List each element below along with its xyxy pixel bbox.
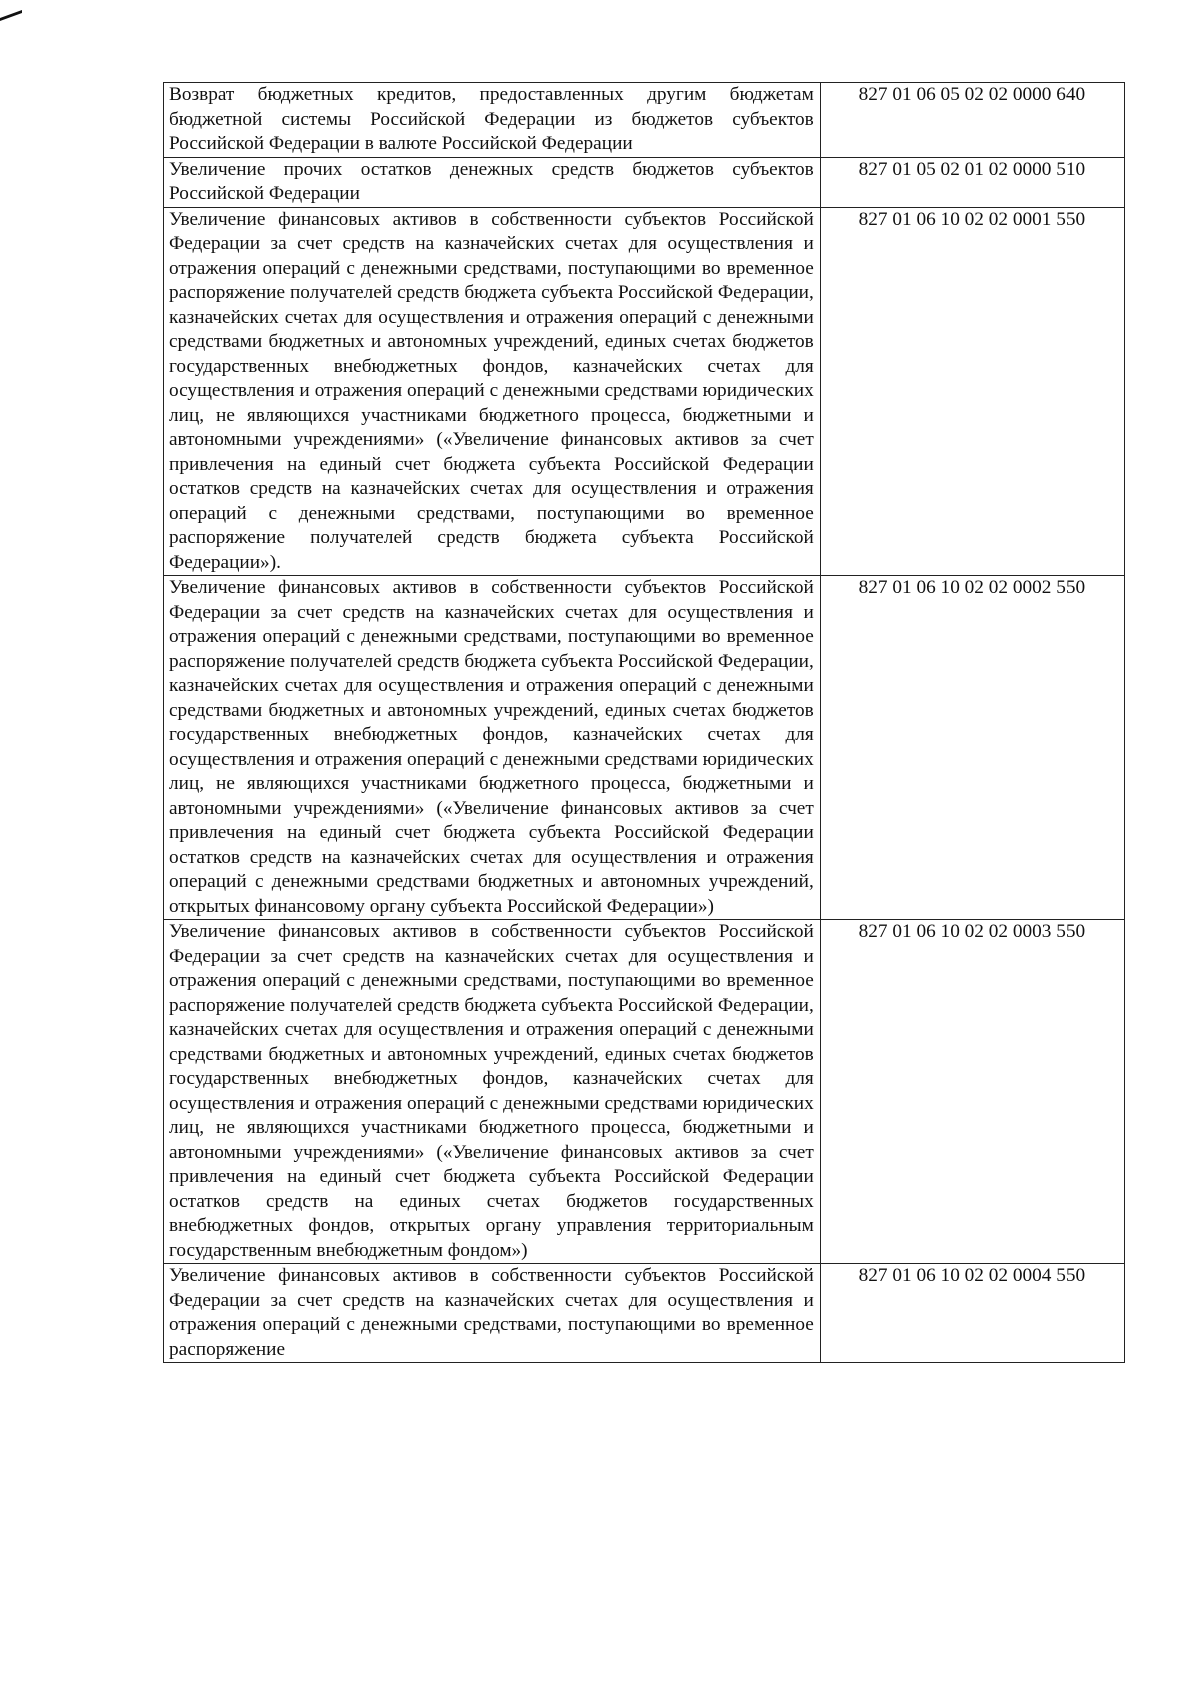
row-code: 827 01 05 02 01 02 0000 510 bbox=[820, 157, 1124, 207]
row-code: 827 01 06 05 02 02 0000 640 bbox=[820, 83, 1124, 158]
table-row bbox=[164, 157, 1125, 207]
row-description: Увеличение финансовых активов в собственности субъектов Российской Федерации за счет средств на казначейских счетах для осуществления и отражения операций с денежными средствами, поступающими во временное распоряжение получателей средств бюджета субъекта Российской Федерации, казначейских счетах для осуществления и отражения операций с денежными средствами бюджетных и автономных учреждений, единых счетах бюджетов государственных внебюджетных фондов, казначейских счетах для осуществления и отражения операций с денежными средствами юридических лиц, не являющихся участниками бюджетного процесса, бюджетными и автономными учреждениями» («Увеличение финансовых активов за счет привлечения на единый счет бюджета субъекта Российской Федерации остатков средств на казначейских счетах для осуществления и отражения операций с денежными средствами, поступающими во временное распоряжение получателей средств бюджета субъекта Российской Федерации»). bbox=[164, 207, 821, 576]
budget-code-table bbox=[163, 82, 1125, 1363]
row-code: 827 01 06 10 02 02 0003 550 bbox=[820, 920, 1124, 1264]
row-description: Увеличение финансовых активов в собственности субъектов Российской Федерации за счет средств на казначейских счетах для осуществления и отражения операций с денежными средствами, поступающими во временное распоряжение получателей средств бюджета субъекта Российской Федерации, казначейских счетах для осуществления и отражения операций с денежными средствами бюджетных и автономных учреждений, единых счетах бюджетов государственных внебюджетных фондов, казначейских счетах для осуществления и отражения операций с денежными средствами юридических лиц, не являющихся участниками бюджетного процесса, бюджетными и автономными учреждениями» («Увеличение финансовых активов за счет привлечения на единый счет бюджета субъекта Российской Федерации остатков средств на единых счетах бюджетов государственных внебюджетных фондов, открытых органу управления территориальным государственным внебюджетным фондом») bbox=[164, 920, 821, 1264]
table-row bbox=[164, 207, 1125, 576]
row-code: 827 01 06 10 02 02 0004 550 bbox=[820, 1264, 1124, 1363]
row-description: Увеличение финансовых активов в собственности субъектов Российской Федерации за счет средств на казначейских счетах для осуществления и отражения операций с денежными средствами, поступающими во временное распоряжение получателей средств бюджета субъекта Российской Федерации, казначейских счетах для осуществления и отражения операций с денежными средствами бюджетных и автономных учреждений, единых счетах бюджетов государственных внебюджетных фондов, казначейских счетах для осуществления и отражения операций с денежными средствами юридических лиц, не являющихся участниками бюджетного процесса, бюджетными и автономными учреждениями» («Увеличение финансовых активов за счет привлечения на единый счет бюджета субъекта Российской Федерации остатков средств на казначейских счетах для осуществления и отражения операций с денежными средствами бюджетных и автономных учреждений, открытых финансовому органу субъекта Российской Федерации») bbox=[164, 576, 821, 920]
scan-corner-mark bbox=[0, 10, 22, 35]
row-code: 827 01 06 10 02 02 0001 550 bbox=[820, 207, 1124, 576]
table-row bbox=[164, 576, 1125, 920]
row-description: Возврат бюджетных кредитов, предоставленных другим бюджетам бюджетной системы Российской Федерации из бюджетов субъектов Российской Федерации в валюте Российской Федерации bbox=[164, 83, 821, 158]
table-row bbox=[164, 1264, 1125, 1363]
row-description: Увеличение финансовых активов в собственности субъектов Российской Федерации за счет средств на казначейских счетах для осуществления и отражения операций с денежными средствами, поступающими во временное распоряжение bbox=[164, 1264, 821, 1363]
row-description: Увеличение прочих остатков денежных средств бюджетов субъектов Российской Федерации bbox=[164, 157, 821, 207]
table-row bbox=[164, 83, 1125, 158]
row-code: 827 01 06 10 02 02 0002 550 bbox=[820, 576, 1124, 920]
table-row bbox=[164, 920, 1125, 1264]
